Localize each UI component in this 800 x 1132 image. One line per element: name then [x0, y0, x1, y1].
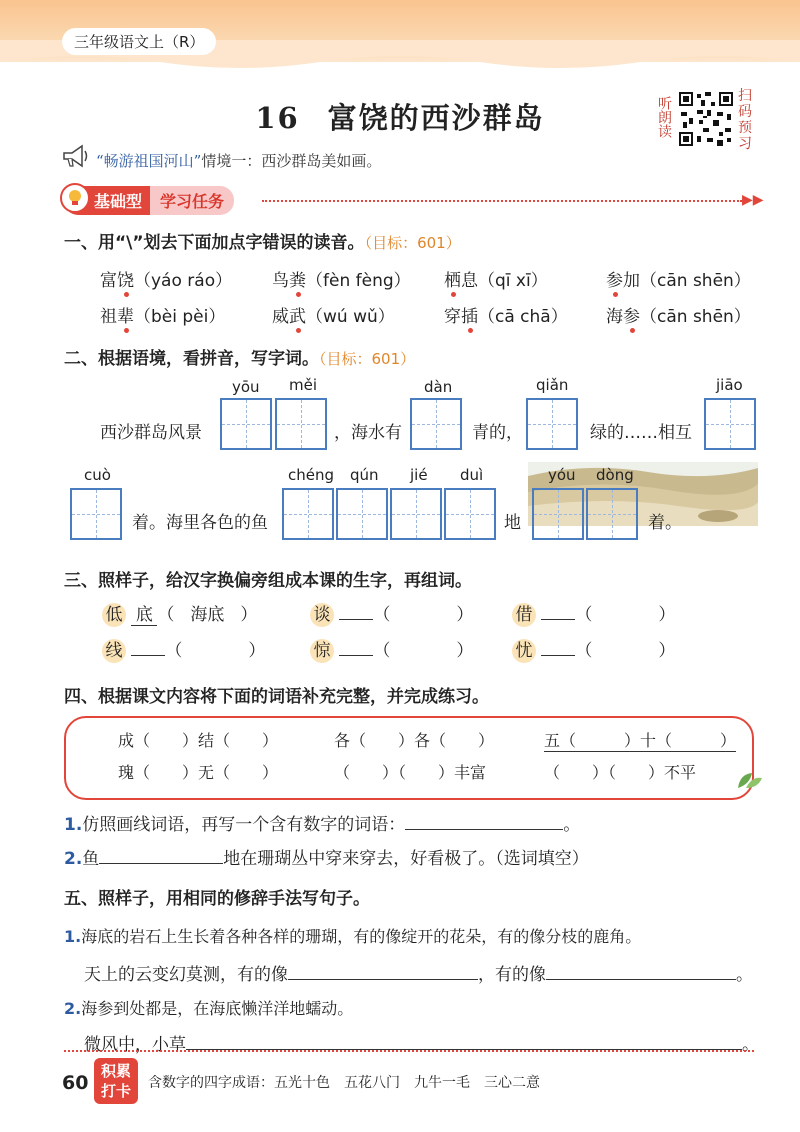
q3-item-jie: 借 （ ）: [512, 600, 675, 627]
listen-label: 听朗读: [656, 96, 672, 138]
footer-idioms: 含数字的四字成语：五光十色 五花八门 九牛一毛 三心二意: [148, 1075, 540, 1091]
pinyin-cuo: cuò: [84, 466, 111, 484]
q1-target: （目标：601）: [364, 234, 461, 252]
footer-divider: [64, 1050, 754, 1052]
writing-box[interactable]: [336, 488, 388, 540]
pinyin-you2: yóu: [548, 466, 576, 484]
pinyin-dan: dàn: [424, 378, 453, 396]
q1-title: 一、用“\”划去下面加点字错误的读音。（目标：601）: [64, 233, 461, 253]
lesson-name: 富饶的西沙群岛: [327, 101, 545, 135]
pinyin-cheng: chéng: [288, 466, 335, 484]
writing-box[interactable]: [586, 488, 638, 540]
writing-box[interactable]: [220, 398, 272, 450]
q1-item-3: 栖息（qī xī）: [444, 271, 548, 291]
q4-sub2: 2.鱼 地在珊瑚丛中穿来穿去，好看极了。（选词填空）: [64, 849, 589, 869]
writing-box[interactable]: [532, 488, 584, 540]
pinyin-mei: měi: [289, 376, 318, 394]
q1-item-6: 威武（wú wǔ）: [272, 307, 395, 327]
q2-text-7: 着。: [648, 513, 682, 533]
answer-blank[interactable]: [546, 979, 736, 980]
idiom-3-underlined[interactable]: 五（ ）十（ ）: [544, 728, 736, 752]
task-banner: [64, 186, 234, 212]
banner-divider: [262, 200, 742, 202]
q3-item-xian: 线 （ ）: [102, 636, 265, 663]
answer-blank[interactable]: [288, 979, 478, 980]
q2-target: （目标：601）: [319, 350, 416, 368]
pinyin-you: yōu: [232, 378, 260, 396]
q2-text-3: 青的，: [472, 423, 523, 443]
banner-part1: 基础型: [64, 186, 150, 215]
answer-blank[interactable]: [99, 863, 223, 864]
context-quote: “畅游祖国河山”: [96, 152, 202, 170]
q1-item-7: 穿插（cā chā）: [444, 307, 568, 327]
punch-card-badge: 积累 打卡: [94, 1058, 138, 1104]
writing-box[interactable]: [410, 398, 462, 450]
banner-part2: 学习任务: [150, 186, 234, 215]
q2-text-1: 西沙群岛风景: [100, 423, 202, 443]
q4-sub1: 1.仿照画线词语，再写一个含有数字的词语： 。: [64, 815, 581, 835]
lesson-number: 16: [255, 101, 300, 135]
pinyin-jie: jié: [410, 466, 428, 484]
pinyin-qun: qún: [350, 466, 379, 484]
grade-label: 三年级语文上（R）: [62, 28, 216, 55]
q1-item-1: 富饶（yáo ráo）: [100, 271, 233, 291]
q4-title: 四、根据课文内容将下面的词语补充完整，并完成练习。: [64, 687, 489, 707]
answer-blank[interactable]: [405, 829, 563, 830]
q3-title: 三、照样子，给汉字换偏旁组成本课的生字，再组词。: [64, 571, 472, 591]
q1-item-5: 祖辈（bèi pèi）: [100, 307, 226, 327]
q1-item-8: 海参（cān shēn）: [606, 307, 751, 327]
writing-box[interactable]: [526, 398, 578, 450]
idiom-6[interactable]: （ ）（ ）不平: [544, 763, 697, 782]
q5-sub2-prompt: 微风中，小草 。: [84, 1035, 759, 1055]
writing-box[interactable]: [444, 488, 496, 540]
q1-item-4: 参加（cān shēn）: [606, 271, 751, 291]
q2-text-2: ，海水有: [334, 423, 402, 443]
q5-sub1-prompt: 天上的云变幻莫测，有的像 ，有的像 。: [84, 965, 753, 985]
idiom-4[interactable]: 瑰（ ）无（ ）: [118, 763, 279, 782]
context-text: 情境一：西沙群岛美如画。: [201, 152, 382, 170]
writing-box[interactable]: [704, 398, 756, 450]
q5-sub1-example: 1.海底的岩石上生长着各种各样的珊瑚，有的像绽开的花朵，有的像分枝的鹿角。: [64, 927, 642, 946]
leaf-icon: [736, 770, 764, 790]
q2-text-6: 地: [504, 513, 521, 533]
q2-text-5: 着。海里各色的鱼: [132, 513, 268, 533]
q2-text-4: 绿的……相互: [590, 423, 692, 443]
idiom-2[interactable]: 各（ ）各（ ）: [334, 731, 495, 750]
q3-item-tan: 谈 （ ）: [310, 600, 473, 627]
q3-item-you: 忧 （ ）: [512, 636, 675, 663]
pinyin-qian: qiǎn: [536, 376, 569, 394]
context-line: [96, 150, 381, 171]
writing-box[interactable]: [70, 488, 122, 540]
idiom-1[interactable]: 成（ ）结（ ）: [118, 731, 279, 750]
writing-box[interactable]: [282, 488, 334, 540]
page-number: 60: [62, 1072, 89, 1094]
q1-item-2: 鸟粪（fèn fèng）: [272, 271, 411, 291]
arrow-right-icon: ▶▶: [742, 192, 764, 208]
megaphone-icon: [60, 140, 92, 172]
pinyin-jiao: jiāo: [716, 376, 743, 394]
q3-example: 低 底 （ 海底 ）: [102, 600, 257, 627]
pinyin-dui: duì: [460, 466, 484, 484]
writing-box[interactable]: [275, 398, 327, 450]
q3-item-jing: 惊 （ ）: [310, 636, 473, 663]
lightbulb-icon: [60, 183, 90, 213]
q5-sub2-example: 2.海参到处都是，在海底懒洋洋地蠕动。: [64, 999, 354, 1018]
q2-title: 二、根据语境，看拼音，写字词。（目标：601）: [64, 349, 416, 369]
writing-box[interactable]: [390, 488, 442, 540]
scan-preview-label: 扫 码 预 习: [738, 88, 752, 152]
pinyin-dong: dòng: [596, 466, 634, 484]
q5-title: 五、照样子，用相同的修辞手法写句子。: [64, 889, 370, 909]
idiom-5[interactable]: （ ）（ ）丰富: [334, 763, 487, 782]
qr-code-icon[interactable]: [677, 90, 735, 148]
